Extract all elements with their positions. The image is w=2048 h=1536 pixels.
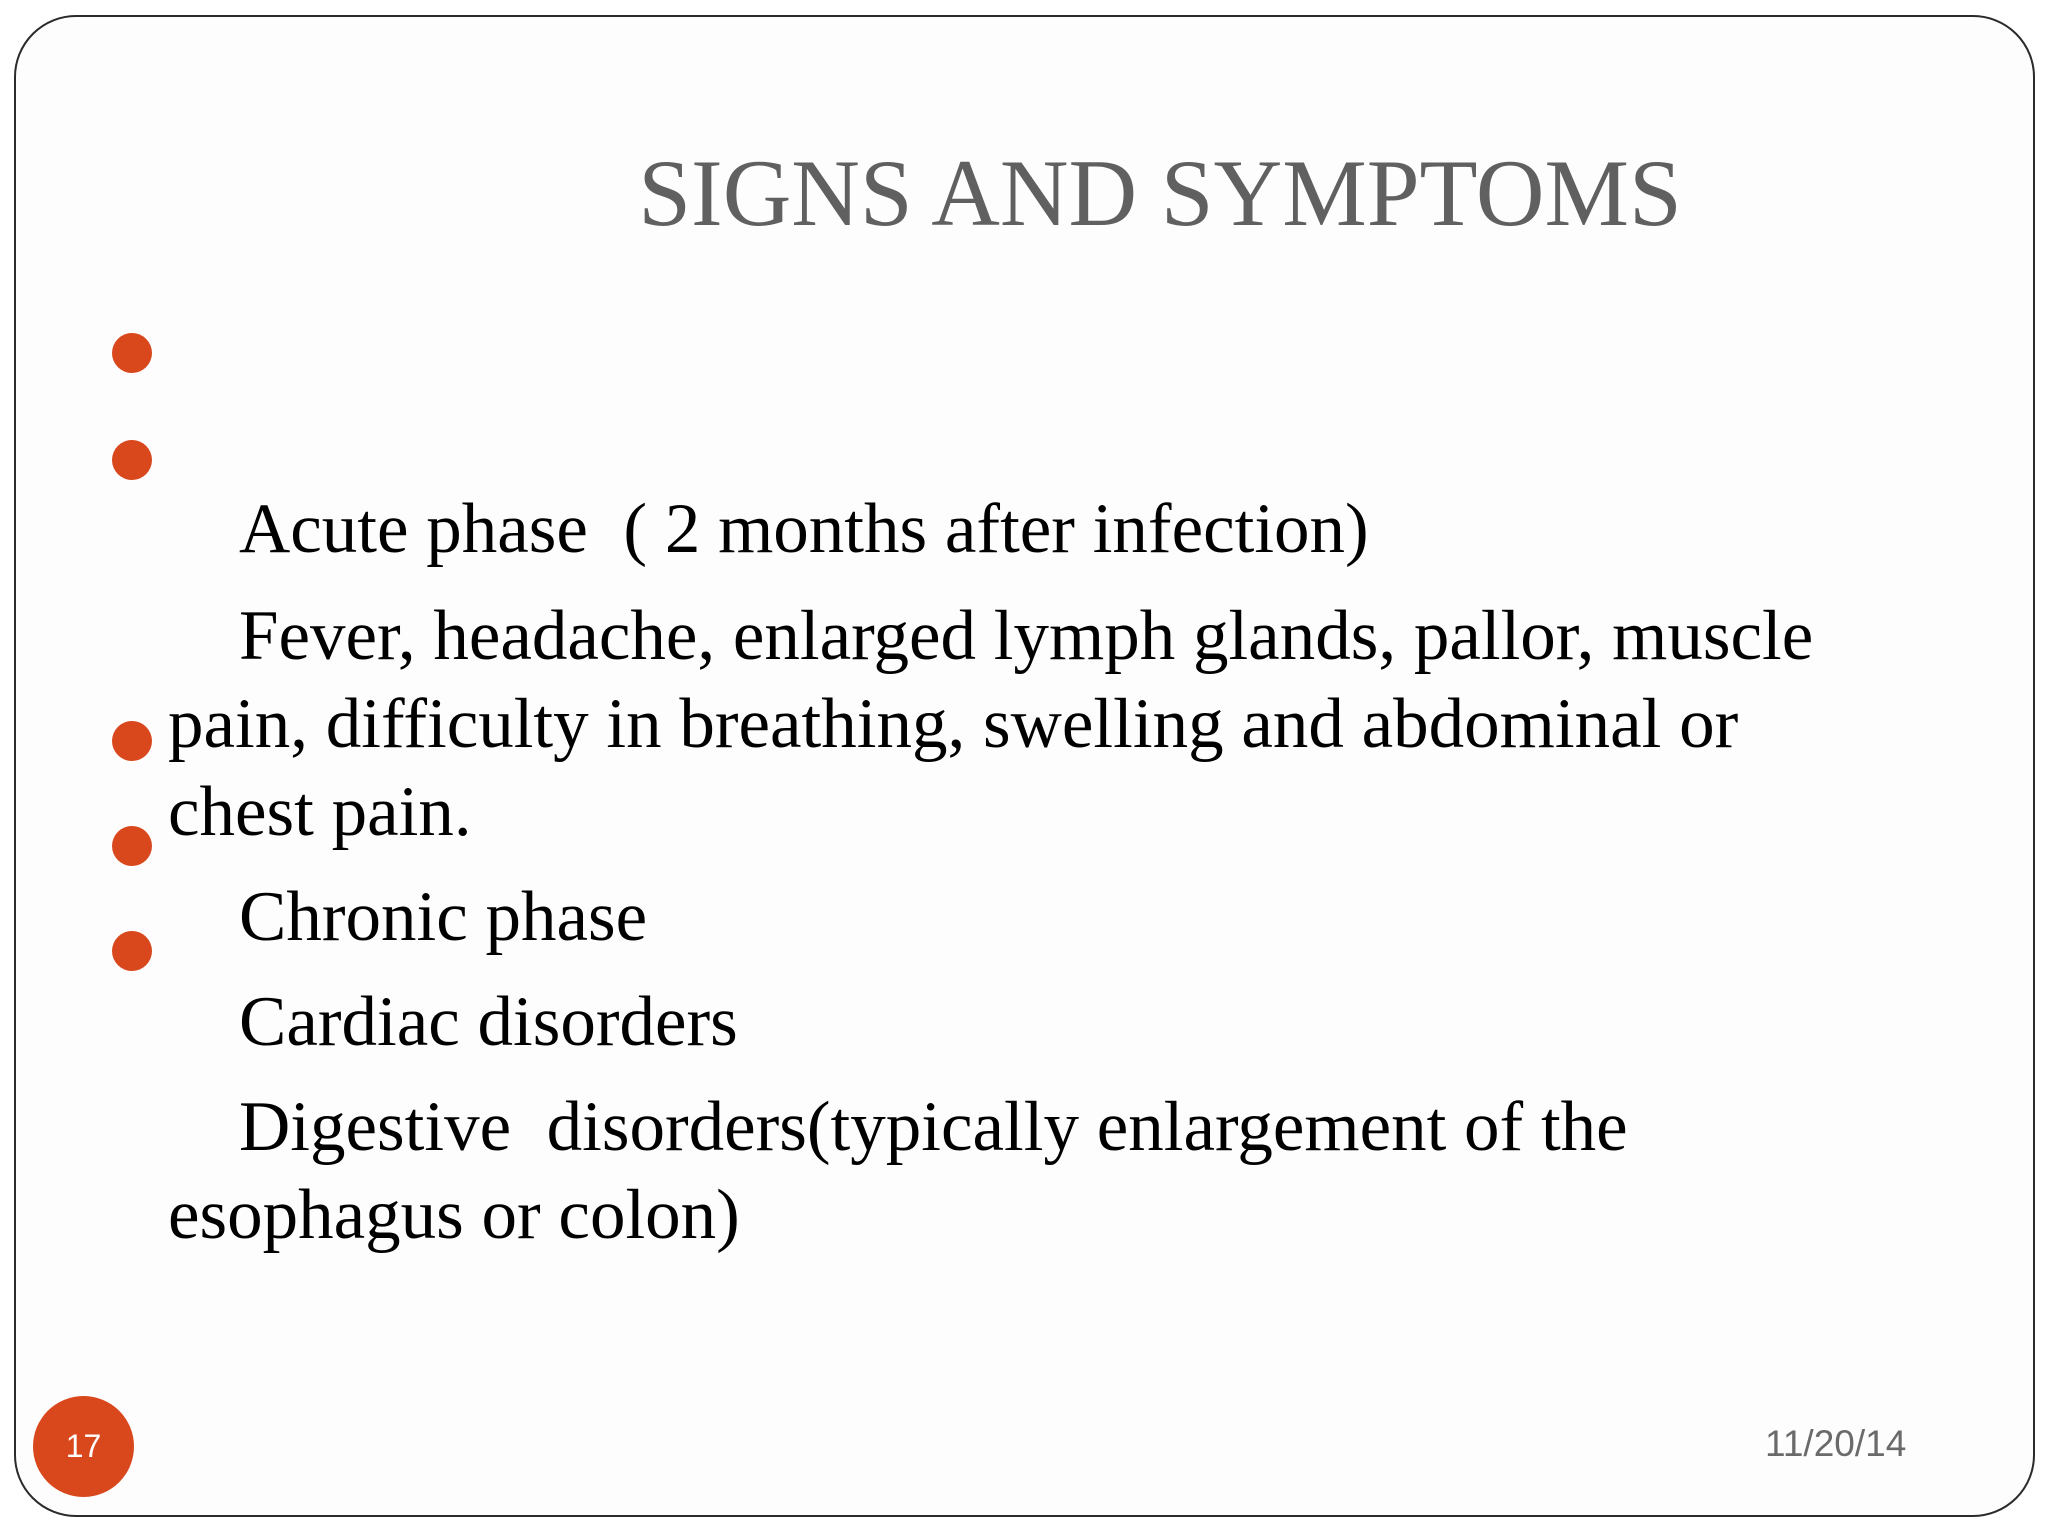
bullet-item-digestive-disorders — [168, 907, 1868, 1347]
page-number-badge — [33, 1396, 134, 1497]
bullet-dot-icon — [112, 333, 152, 373]
bullet-dot-icon — [112, 440, 152, 480]
slide-date: 11/20/14 — [1765, 1423, 1907, 1464]
bullet-text: Cardiac disorders — [239, 983, 738, 1061]
bullet-text: Chronic phase — [239, 878, 648, 956]
page-number: 17 — [65, 1428, 102, 1464]
bullet-dot-icon — [112, 826, 152, 866]
bullet-text: Acute phase ( 2 months after infection) — [239, 490, 1369, 568]
bullet-text: Digestive disorders(typically enlargement of the esophagus or colon) — [168, 1088, 1646, 1254]
bullet-dot-icon — [112, 931, 152, 971]
bullet-dot-icon — [112, 721, 152, 761]
slide-title: SIGNS AND SYMPTOMS — [638, 140, 1682, 246]
bullet-text: Fever, headache, enlarged lymph glands, pallor, muscle pain, difficulty in breathing, swelling and abdominal or chest pain. — [168, 597, 1831, 851]
